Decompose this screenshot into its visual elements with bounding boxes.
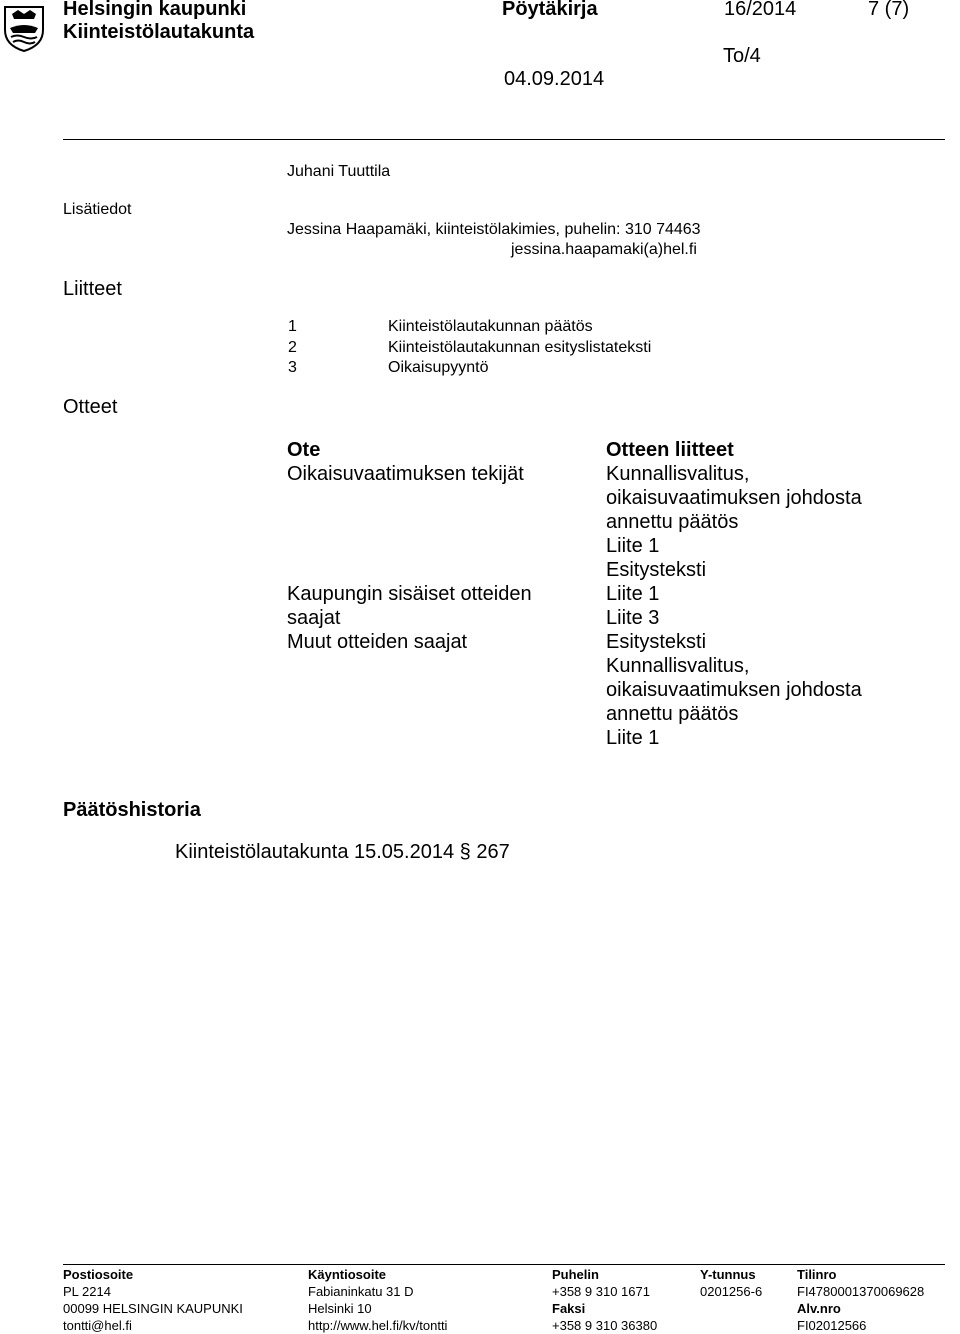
extract-attachment-line: Esitysteksti xyxy=(606,631,707,653)
paatoshistoria-heading: Päätöshistoria xyxy=(63,799,201,821)
footer-divider xyxy=(63,1264,945,1265)
extract-attachment-line: Liite 1 xyxy=(606,583,660,605)
meeting-date: 04.09.2014 xyxy=(504,68,605,90)
recipient-line xyxy=(287,486,532,510)
footer-value: FI4780001370069628 xyxy=(797,1284,925,1299)
extract-attachment-line: annettu päätös xyxy=(606,703,739,725)
footer-label: Käyntiosoite xyxy=(308,1267,387,1282)
otteet-label: Otteet xyxy=(63,396,118,418)
recipient-line xyxy=(287,510,532,534)
footer-label: Alv.nro xyxy=(797,1301,841,1316)
org-name: Helsingin kaupunki xyxy=(63,0,247,20)
recipient-line xyxy=(287,534,532,558)
liitteet-label: Liitteet xyxy=(63,278,122,300)
extract-attachment-line: annettu päätös xyxy=(606,511,739,533)
extract-attachments-column xyxy=(606,462,862,750)
header-divider xyxy=(63,139,945,140)
footer-account xyxy=(797,1266,924,1334)
footer-email: tontti@hel.fi xyxy=(63,1318,132,1333)
helsinki-crest-logo xyxy=(2,4,46,52)
footer-visiting-address xyxy=(308,1266,447,1334)
doc-number: 16/2014 xyxy=(724,0,797,20)
footer-business-id xyxy=(700,1266,762,1300)
footer-value: Helsinki 10 xyxy=(308,1301,372,1316)
recipient-line: Kaupungin sisäiset otteiden xyxy=(287,583,532,605)
decision-history-entry: Kiinteistölautakunta 15.05.2014 § 267 xyxy=(175,841,510,863)
contact-email: jessina.haapamaki(a)hel.fi xyxy=(511,241,697,258)
recipient-line: Oikaisuvaatimuksen tekijät xyxy=(287,463,524,485)
footer-website: http://www.hel.fi/kv/tontti xyxy=(308,1318,448,1333)
attachment-number: 2 xyxy=(288,339,297,356)
extract-attachment-line: Liite 3 xyxy=(606,607,660,629)
contact-info: Jessina Haapamäki, kiinteistölakimies, puhelin: 310 74463 xyxy=(287,221,701,238)
extract-attachment-line: Esitysteksti xyxy=(606,559,707,581)
extract-attachment-line: Kunnallisvalitus, xyxy=(606,463,750,485)
footer-label: Postiosoite xyxy=(63,1267,134,1282)
footer-value: 00099 HELSINGIN KAUPUNKI xyxy=(63,1301,243,1316)
footer-label: Tilinro xyxy=(797,1267,837,1282)
recipient-column xyxy=(287,462,532,654)
extract-attachment-line: oikaisuvaatimuksen johdosta xyxy=(606,487,862,509)
recipient-line: saajat xyxy=(287,607,341,629)
board-name: Kiinteistölautakunta xyxy=(63,21,255,43)
footer-value: FI02012566 xyxy=(797,1318,867,1333)
attachment-title: Kiinteistölautakunnan esityslistateksti xyxy=(388,339,652,356)
footer-label: Puhelin xyxy=(552,1267,599,1282)
footer-phone xyxy=(552,1266,657,1334)
extract-attachment-line: Liite 1 xyxy=(606,535,660,557)
attachment-title: Kiinteistölautakunnan päätös xyxy=(388,318,593,335)
recipient-line: Muut otteiden saajat xyxy=(287,631,468,653)
footer-label: Y-tunnus xyxy=(700,1267,756,1282)
footer-value: Fabianinkatu 31 D xyxy=(308,1284,414,1299)
footer-value: +358 9 310 36380 xyxy=(552,1318,658,1333)
recipient-line xyxy=(287,558,532,582)
extract-attachment-line: Liite 1 xyxy=(606,727,660,749)
item-ref: To/4 xyxy=(723,45,761,67)
extract-attachment-line: oikaisuvaatimuksen johdosta xyxy=(606,679,862,701)
footer-value: +358 9 310 1671 xyxy=(552,1284,650,1299)
otteen-liitteet-column-header: Otteen liitteet xyxy=(606,439,734,461)
attachment-number: 1 xyxy=(288,318,297,335)
attachment-number: 3 xyxy=(288,359,297,376)
page-info: 7 (7) xyxy=(868,0,910,20)
footer-label: Faksi xyxy=(552,1301,586,1316)
extract-attachment-line: Kunnallisvalitus, xyxy=(606,655,750,677)
doc-type: Pöytäkirja xyxy=(502,0,598,20)
footer-value: 0201256-6 xyxy=(700,1284,763,1299)
ote-column-header: Ote xyxy=(287,439,321,461)
footer-value: PL 2214 xyxy=(63,1284,111,1299)
footer-postal-address xyxy=(63,1266,243,1334)
lisatiedot-label: Lisätiedot xyxy=(63,201,132,218)
attachment-title: Oikaisupyyntö xyxy=(388,359,489,376)
signature-name: Juhani Tuuttila xyxy=(287,163,391,180)
